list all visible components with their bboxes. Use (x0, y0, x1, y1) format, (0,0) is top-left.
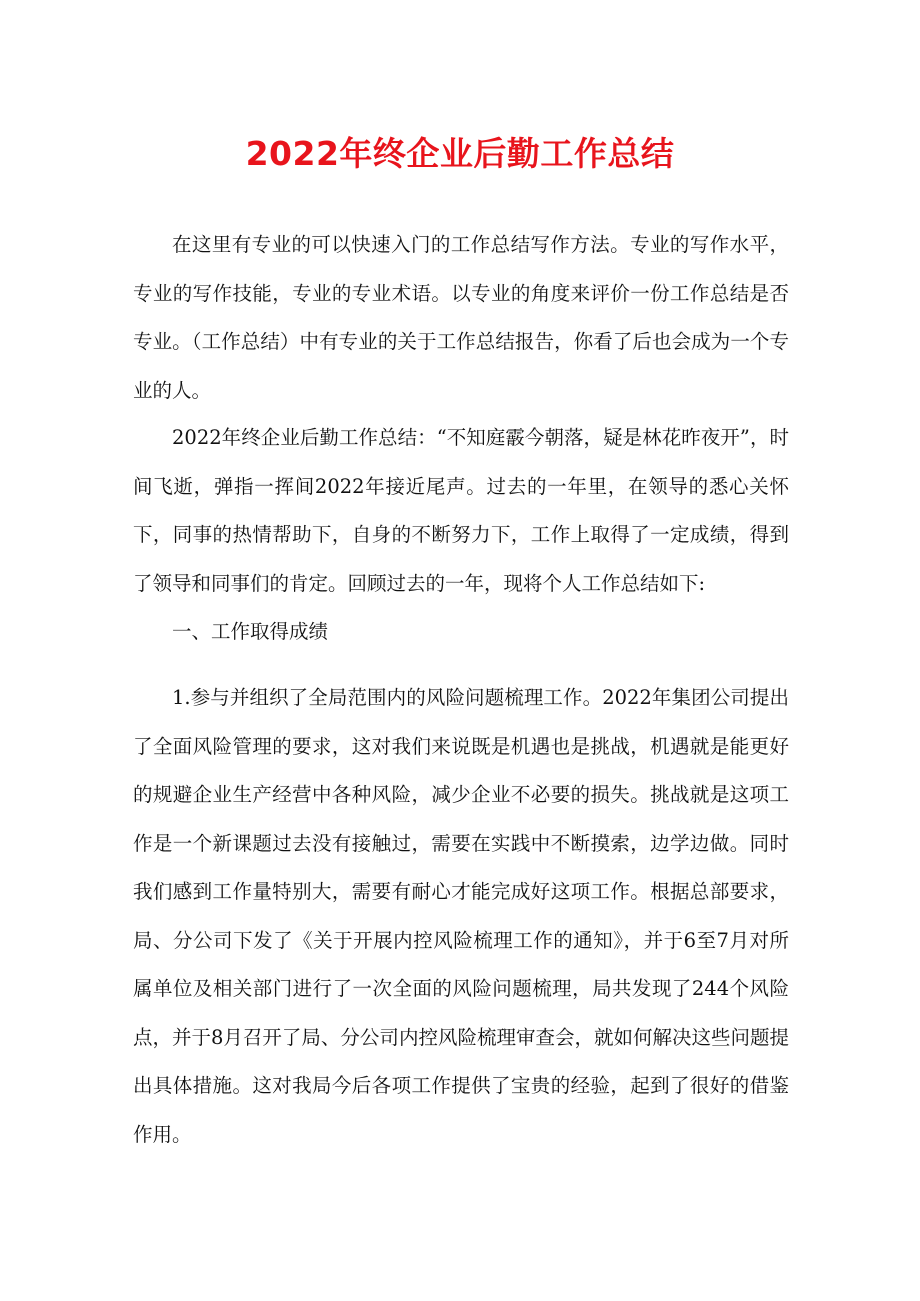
intro-paragraph: 在这里有专业的可以快速入门的工作总结写作方法。专业的写作水平，专业的写作技能，专业的专业术语。以专业的角度来评价一份工作总结是否专业。（工作总结）中有专业的关于工作总结报告，你看了后也会成为一个专业的人。 (133, 233, 789, 402)
document-title: 2022年终企业后勤工作总结 (245, 134, 675, 173)
achievement-item-1-paragraph: 1.参与并组织了全局范围内的风险问题梳理工作。2022年集团公司提出了全面风险管理的要求，这对我们来说既是机遇也是挑战，机遇就是能更好的规避企业生产经营中各种风险，减少企业不必要的损失。挑战就是这项工作是一个新课题过去没有接触过，需要在实践中不断摸索，边学边做。同时我们感到工作量特别大，需要有耐心才能完成好这项工作。根据总部要求，局、分公司下发了《关于开展内控风险梳理工作的通知》，并于6至7月对所属单位及相关部门进行了一次全面的风险问题梳理，局共发现了244个风险点，并于8月召开了局、分公司内控风险梳理审查会，就如何解决这些问题提出具体措施。这对我局今后各项工作提供了宝贵的经验，起到了很好的借鉴作用。 (133, 686, 789, 1146)
section-heading-achievements: 一、工作取得成绩 (172, 620, 329, 643)
summary-opening-paragraph: 2022年终企业后勤工作总结：“不知庭霰今朝落，疑是林花昨夜开”，时间飞逝，弹指一挥间2022年接近尾声。过去的一年里，在领导的悉心关怀下，同事的热情帮助下，自身的不断努力下，工作上取得了一定成绩，得到了领导和同事们的肯定。回顾过去的一年，现将个人工作总结如下: (133, 426, 789, 595)
